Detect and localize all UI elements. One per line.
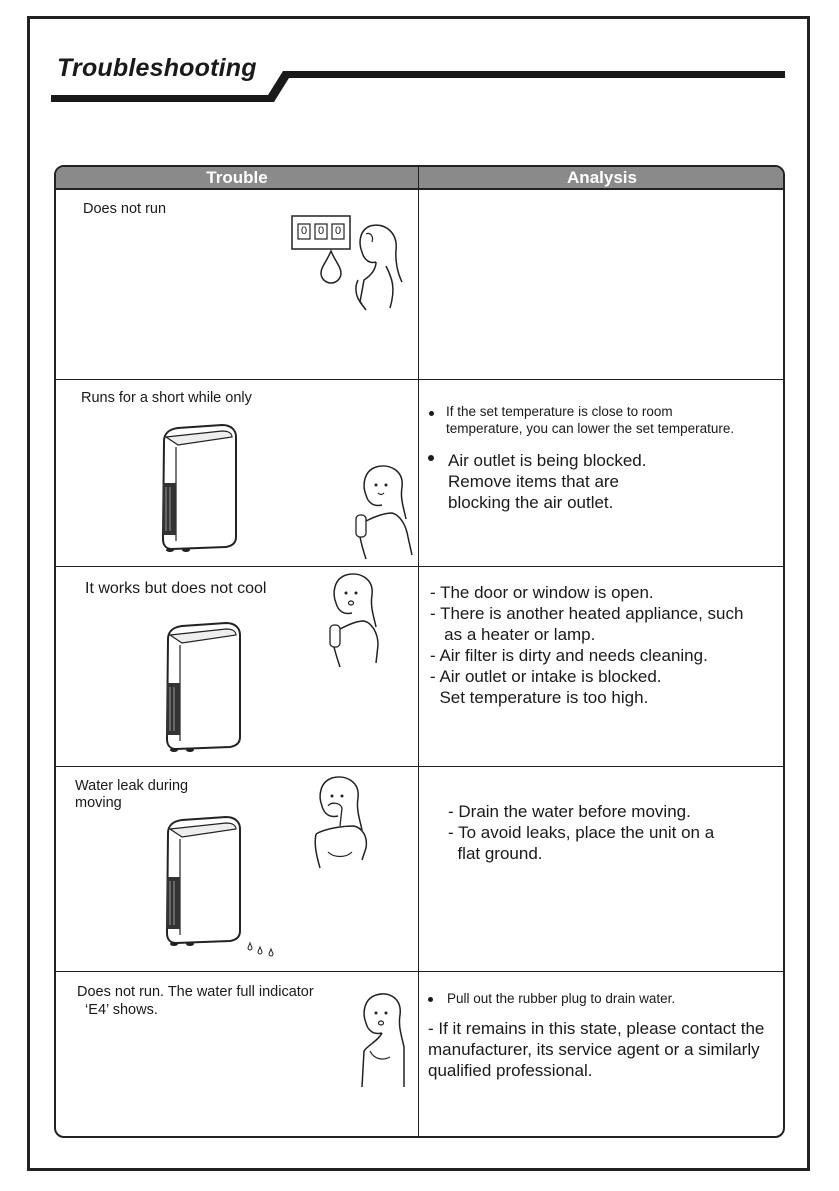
row-divider	[56, 379, 783, 380]
portable-air-conditioner-illustration	[160, 621, 244, 753]
woman-holding-remote-illustration	[354, 463, 414, 561]
woman-looking-up-illustration	[346, 222, 406, 314]
table-header	[56, 167, 783, 190]
bullet-icon	[428, 997, 433, 1002]
woman-covering-mouth-illustration	[310, 774, 376, 874]
analysis-text: - The door or window is open. - There is another heated appliance, such as a heater or lamp. - Air filter is dirty and needs cleaning. - Air outlet or intake is blocked. Set temperature is too high.	[430, 583, 744, 707]
troubleshooting-table	[54, 165, 785, 1138]
header-trouble: Trouble	[206, 168, 268, 187]
portable-air-conditioner-illustration	[160, 815, 244, 947]
woman-thinking-illustration	[356, 991, 408, 1091]
water-drops-icon	[246, 941, 276, 957]
analysis-text: - If it remains in this state, please contact the manufacturer, its service agent or a similarly qualified professional.	[428, 1019, 765, 1080]
display-digit: 0	[300, 225, 308, 237]
trouble-text: Water leak during moving	[75, 778, 189, 811]
trouble-text: Does not run	[83, 201, 167, 217]
analysis-text: If the set temperature is close to room temperature, you can lower the set temperature.	[446, 404, 735, 436]
bullet-icon	[428, 455, 434, 461]
display-digit: 0	[317, 225, 325, 237]
column-divider	[418, 167, 419, 1136]
analysis-text: - Drain the water before moving. - To avoid leaks, place the unit on a flat ground.	[448, 802, 715, 863]
row-divider	[56, 766, 783, 767]
analysis-text: Air outlet is being blocked. Remove items that are blocking the air outlet.	[448, 451, 647, 512]
woman-holding-remote-illustration	[326, 571, 386, 669]
trouble-text: Does not run. The water full indicator ‘E4’ shows.	[77, 984, 314, 1018]
portable-air-conditioner-illustration	[156, 423, 240, 553]
bullet-icon	[429, 411, 434, 416]
trouble-text: Runs for a short while only	[81, 390, 252, 406]
row-divider	[56, 971, 783, 972]
page-title: Troubleshooting	[57, 54, 257, 82]
row-divider	[56, 566, 783, 567]
analysis-text: Pull out the rubber plug to drain water.	[447, 991, 676, 1006]
display-digit: 0	[334, 225, 342, 237]
header-analysis: Analysis	[567, 168, 637, 187]
trouble-text: It works but does not cool	[85, 580, 267, 597]
